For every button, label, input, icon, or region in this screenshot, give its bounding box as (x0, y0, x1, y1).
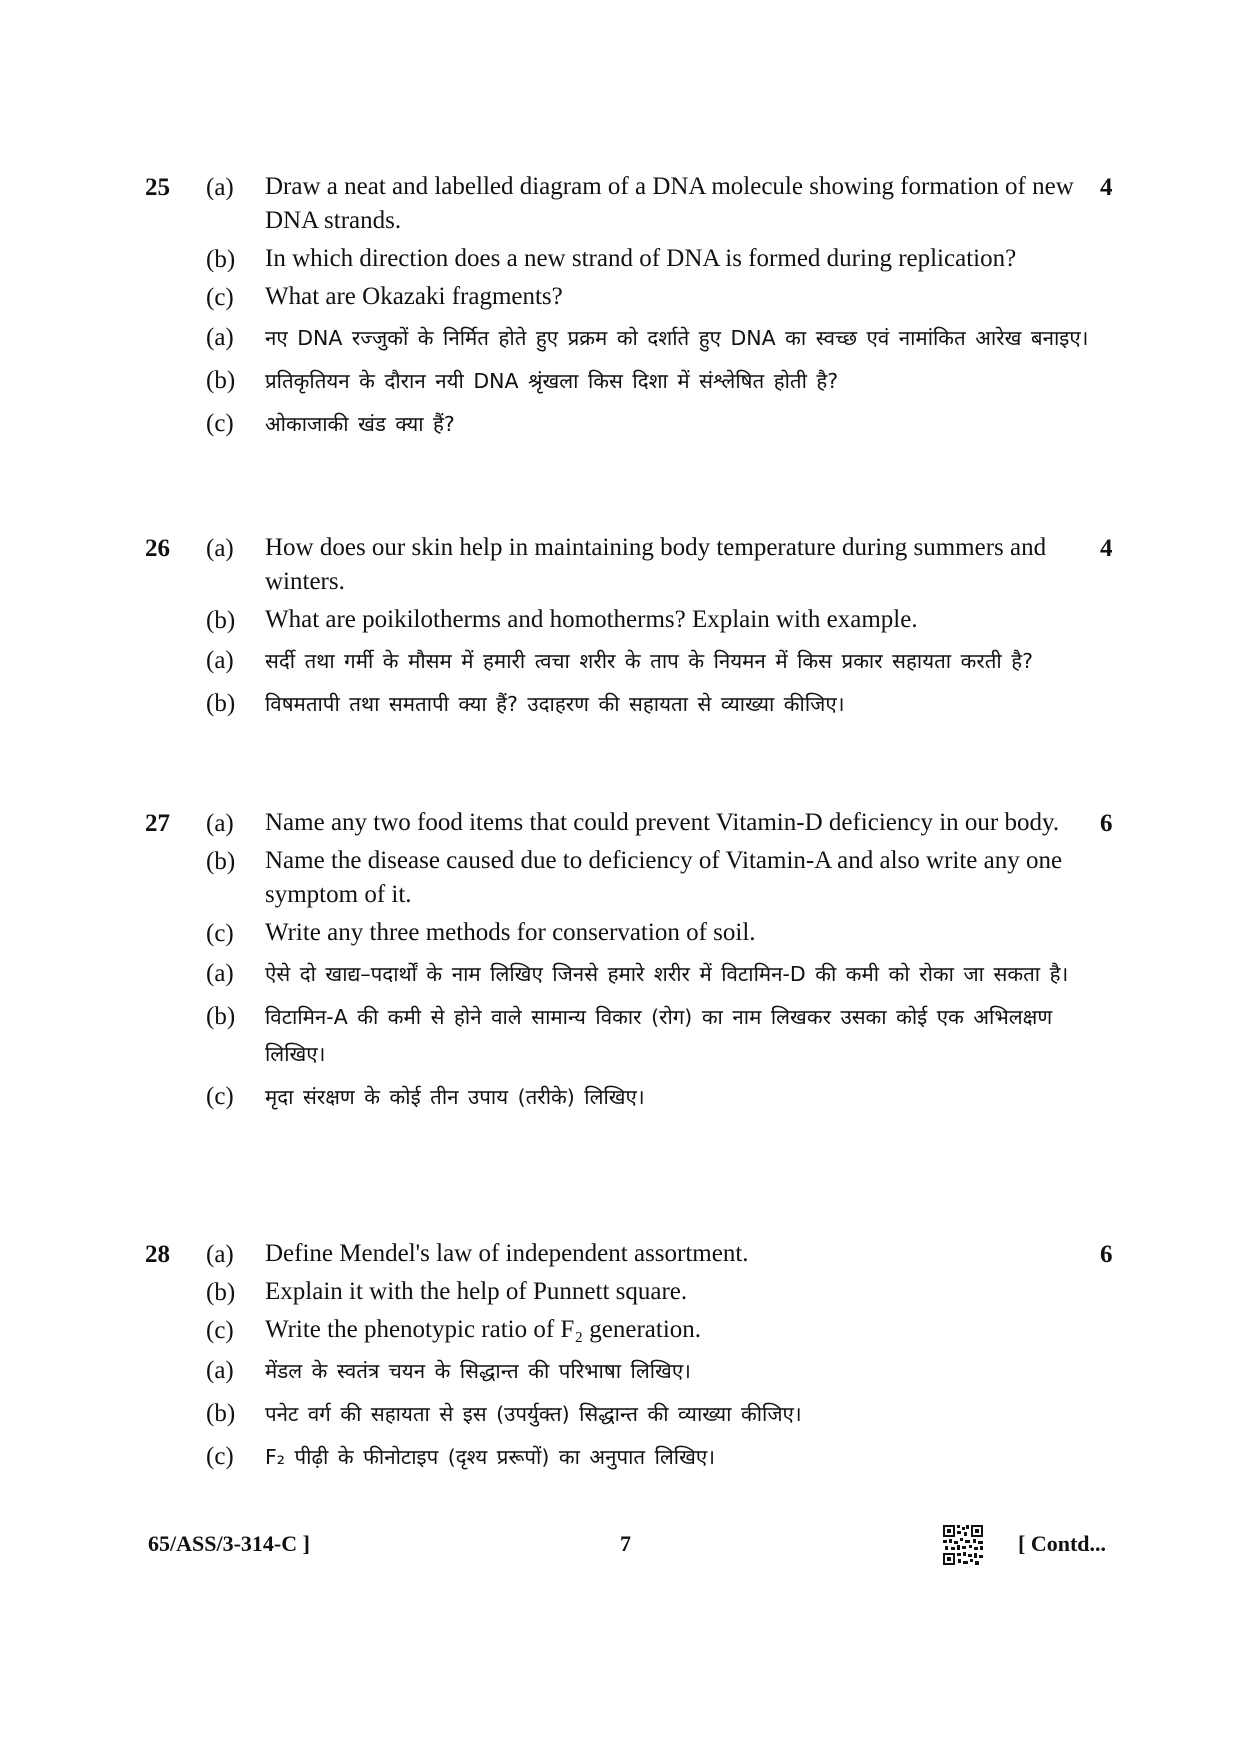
part-text: मेंडल के स्वतंत्र चयन के सिद्धान्त की परिभाषा लिखिए। (265, 1359, 691, 1383)
question-part (200, 1275, 1100, 1309)
part-label: (b) (206, 1003, 236, 1030)
part-text: What are Okazaki fragments? (265, 283, 563, 310)
paper-code: 65/ASS/3-314-C ] (148, 1531, 310, 1556)
question-part (200, 242, 1100, 276)
part-label: (a) (206, 324, 234, 351)
question-number: 28 (145, 1241, 170, 1268)
part-text: विटामिन-A की कमी से होने वाले सामान्य विकार (रोग) का नाम लिखकर उसका कोई एक अभिलक्षण लिखिए। (265, 1005, 1053, 1066)
part-label: (b) (206, 367, 236, 394)
continued-label: [ Contd... (1018, 1531, 1107, 1556)
part-label: (c) (206, 1083, 234, 1110)
question-27 (0, 806, 1240, 1116)
part-text: नए DNA रज्जुकों के निर्मित होते हुए प्रक्रम को दर्शाते हुए DNA का स्वच्छ एवं नामांकित आरेख बनाइए। (265, 326, 1089, 350)
question-part (200, 999, 1100, 1073)
part-text: ओकाजाकी खंड क्या हैं? (265, 412, 455, 436)
part-text: पनेट वर्ग की सहायता से इस (उपर्युक्त) सिद्धान्त की व्याख्या कीजिए। (265, 1402, 802, 1426)
question-part (200, 1079, 1100, 1116)
part-text: Write the phenotypic ratio of F₂ generation. (265, 1316, 702, 1343)
question-part (200, 686, 1100, 723)
part-label: (a) (206, 535, 234, 562)
part-text: Write any three methods for conservation of soil. (265, 919, 756, 946)
part-text: विषमतापी तथा समतापी क्या हैं? उदाहरण की सहायता से व्याख्या कीजिए। (265, 692, 845, 716)
part-text: मृदा संरक्षण के कोई तीन उपाय (तरीके) लिखिए। (265, 1085, 645, 1109)
part-label: (c) (206, 1317, 234, 1344)
part-label: (b) (206, 1279, 236, 1306)
question-part (200, 956, 1100, 993)
question-part (200, 1237, 1100, 1271)
question-part (200, 406, 1100, 443)
question-part (200, 1313, 1100, 1347)
part-label: (b) (206, 607, 236, 634)
part-text: प्रतिकृतियन के दौरान नयी DNA श्रृंखला किस दिशा में संश्लेषित होती है? (265, 369, 839, 393)
question-marks: 6 (1100, 810, 1113, 837)
question-part (200, 170, 1100, 238)
question-part (200, 363, 1100, 400)
part-label: (a) (206, 960, 234, 987)
question-part (200, 806, 1100, 840)
question-part (200, 916, 1100, 950)
part-label: (a) (206, 1357, 234, 1384)
page-number: 7 (620, 1531, 631, 1556)
part-text: Name any two food items that could prevent Vitamin-D deficiency in our body. (265, 809, 1060, 836)
question-part (200, 280, 1100, 314)
qr-code-icon (943, 1525, 983, 1565)
question-part (200, 844, 1100, 912)
part-label: (a) (206, 647, 234, 674)
part-label: (c) (206, 1443, 234, 1470)
page-footer (0, 1525, 1240, 1565)
question-part (200, 1439, 1100, 1476)
question-26 (0, 531, 1240, 723)
question-part (200, 531, 1100, 599)
part-text: ऐसे दो खाद्य–पदार्थों के नाम लिखिए जिनसे हमारे शरीर में विटामिन-D की कमी को रोका जा सकता है। (265, 962, 1069, 986)
question-marks: 6 (1100, 1241, 1113, 1268)
part-label: (c) (206, 284, 234, 311)
part-label: (b) (206, 690, 236, 717)
question-marks: 4 (1100, 174, 1113, 201)
part-label: (b) (206, 1400, 236, 1427)
part-label: (c) (206, 410, 234, 437)
part-text: Define Mendel's law of independent assortment. (265, 1240, 749, 1267)
part-text: In which direction does a new strand of DNA is formed during replication? (265, 245, 1017, 272)
question-part (200, 643, 1100, 680)
question-28 (0, 1237, 1240, 1476)
question-part (200, 1396, 1100, 1433)
part-text: Explain it with the help of Punnett square. (265, 1278, 688, 1305)
part-label: (a) (206, 1241, 234, 1268)
question-part (200, 320, 1100, 357)
part-text: What are poikilotherms and homotherms? Explain with example. (265, 606, 918, 633)
part-label: (a) (206, 174, 234, 201)
part-label: (a) (206, 810, 234, 837)
part-label: (b) (206, 246, 236, 273)
part-text: Draw a neat and labelled diagram of a DNA molecule showing formation of new DNA strands. (265, 173, 1074, 234)
question-part (200, 1353, 1100, 1390)
question-marks: 4 (1100, 535, 1113, 562)
question-25 (0, 170, 1240, 443)
part-label: (b) (206, 848, 236, 875)
part-text: Name the disease caused due to deficiency of Vitamin-A and also write any one symptom of it. (265, 847, 1063, 908)
part-text: F₂ पीढ़ी के फीनोटाइप (दृश्य प्ररूपों) का अनुपात लिखिए। (265, 1445, 715, 1469)
part-text: How does our skin help in maintaining body temperature during summers and winters. (265, 534, 1047, 595)
part-label: (c) (206, 920, 234, 947)
question-part (200, 603, 1100, 637)
part-text: सर्दी तथा गर्मी के मौसम में हमारी त्वचा शरीर के ताप के नियमन में किस प्रकार सहायता करती है? (265, 649, 1034, 673)
question-number: 25 (145, 174, 170, 201)
question-number: 26 (145, 535, 170, 562)
question-number: 27 (145, 810, 170, 837)
